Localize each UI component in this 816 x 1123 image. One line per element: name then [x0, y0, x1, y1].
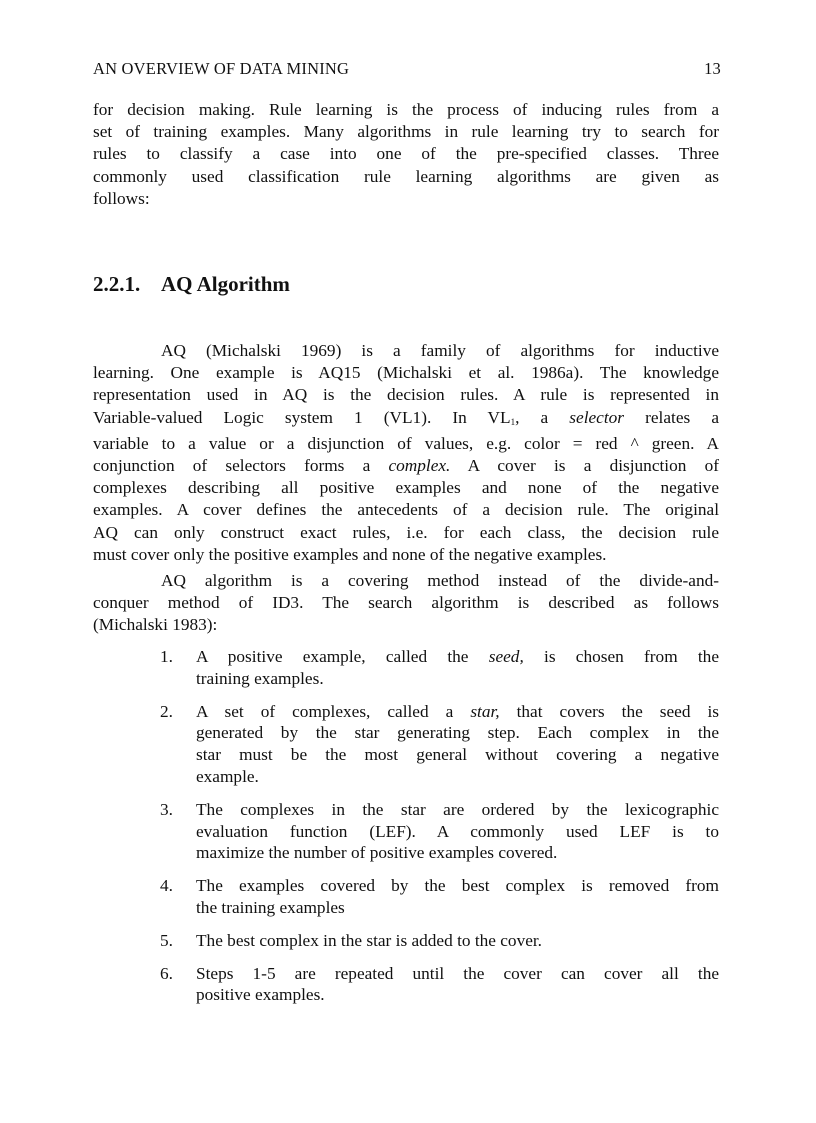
text-line: AQ (Michalski 1969) is a family of algorithms for inductive — [161, 341, 719, 360]
text-line: training examples. — [196, 668, 324, 688]
text-line: star must be the most general without covering a negative — [196, 745, 719, 765]
text-line: The examples covered by the best complex is removed from — [196, 876, 719, 896]
text-line: set of training examples. Many algorithms in rule learning try to search for — [93, 122, 719, 142]
list-item — [160, 963, 719, 1007]
step-number: 2. — [160, 701, 173, 721]
step-number: 4. — [160, 876, 173, 896]
list-item — [160, 701, 719, 788]
list-item — [160, 875, 719, 919]
text-line: variable to a value or a disjunction of values, e.g. color = red ^ green. A — [93, 433, 719, 453]
text-fragment: Variable-valued Logic system 1 (VL1). In VL — [93, 407, 511, 427]
subscript: 1 — [510, 416, 516, 427]
step-number: 5. — [160, 930, 173, 950]
text-line: for decision making. Rule learning is the process of inducing rules from a — [93, 100, 719, 119]
running-title: AN OVERVIEW OF DATA MINING — [93, 59, 350, 78]
text-line — [93, 455, 719, 477]
text-line: the training examples — [196, 897, 345, 917]
emphasis-term: complex. — [388, 456, 451, 476]
text-line: conquer method of ID3. The search algorithm is described as follows — [93, 593, 719, 613]
text-line — [196, 646, 719, 668]
step-number: 3. — [160, 799, 173, 819]
text-line: maximize the number of positive examples covered. — [196, 843, 558, 863]
text-line: Steps 1-5 are repeated until the cover can cover all the — [196, 963, 719, 983]
emphasis-term: selector — [569, 407, 625, 427]
text-line: (Michalski 1983): — [93, 615, 218, 635]
text-fragment: A positive example, called the — [196, 647, 489, 666]
covering-method-paragraph — [93, 570, 719, 637]
intro-paragraph — [93, 99, 719, 210]
text-line: example. — [196, 766, 259, 786]
step-number: 6. — [160, 963, 173, 983]
text-line: AQ algorithm is a covering method instead of the divide-and- — [161, 571, 719, 590]
algorithm-steps-list — [160, 646, 719, 1006]
text-fragment: that covers the seed is — [499, 701, 720, 721]
page-number: 13 — [704, 59, 721, 78]
text-line: rules to classify a case into one of the pre-specified classes. Three — [93, 144, 719, 164]
text-line: The complexes in the star are ordered by the lexicographic — [196, 799, 719, 819]
step-number: 1. — [160, 647, 173, 666]
section-heading — [93, 272, 290, 297]
text-fragment: conjunction of selectors forms a — [93, 456, 389, 476]
list-item — [160, 930, 719, 952]
text-line: positive examples. — [196, 985, 325, 1005]
text-line: commonly used classification rule learning algorithms are given as — [93, 166, 719, 186]
list-item — [160, 799, 719, 864]
text-fragment: , a — [515, 407, 570, 427]
text-line — [196, 701, 719, 723]
section-title: AQ Algorithm — [161, 272, 290, 296]
text-line: evaluation function (LEF). A commonly used LEF is to — [196, 821, 719, 841]
aq-description-paragraph — [93, 340, 719, 566]
section-number: 2.2.1. — [93, 272, 141, 296]
text-line: examples. A cover defines the antecedents of a decision rule. The original — [93, 500, 719, 520]
emphasis-term: star, — [470, 701, 500, 721]
text-line — [93, 407, 719, 433]
text-line: representation used in AQ is the decision rules. A rule is represented in — [93, 385, 719, 405]
text-line: complexes describing all positive examples and none of the negative — [93, 478, 719, 498]
text-fragment: A set of complexes, called a — [196, 701, 471, 721]
text-line: must cover only the positive examples and none of the negative examples. — [93, 544, 607, 564]
text-line: learning. One example is AQ15 (Michalski et al. 1986a). The knowledge — [93, 363, 719, 383]
text-line: The best complex in the star is added to the cover. — [196, 930, 543, 950]
list-item — [160, 646, 719, 690]
text-line: AQ can only construct exact rules, i.e. for each class, the decision rule — [93, 522, 719, 542]
text-line: follows: — [93, 188, 150, 208]
text-fragment: relates a — [624, 407, 719, 427]
text-fragment: is chosen from the — [523, 647, 719, 666]
text-fragment: A cover is a disjunction of — [450, 456, 719, 476]
emphasis-term: seed, — [488, 647, 524, 666]
text-line: generated by the star generating step. Each complex in the — [196, 723, 719, 743]
